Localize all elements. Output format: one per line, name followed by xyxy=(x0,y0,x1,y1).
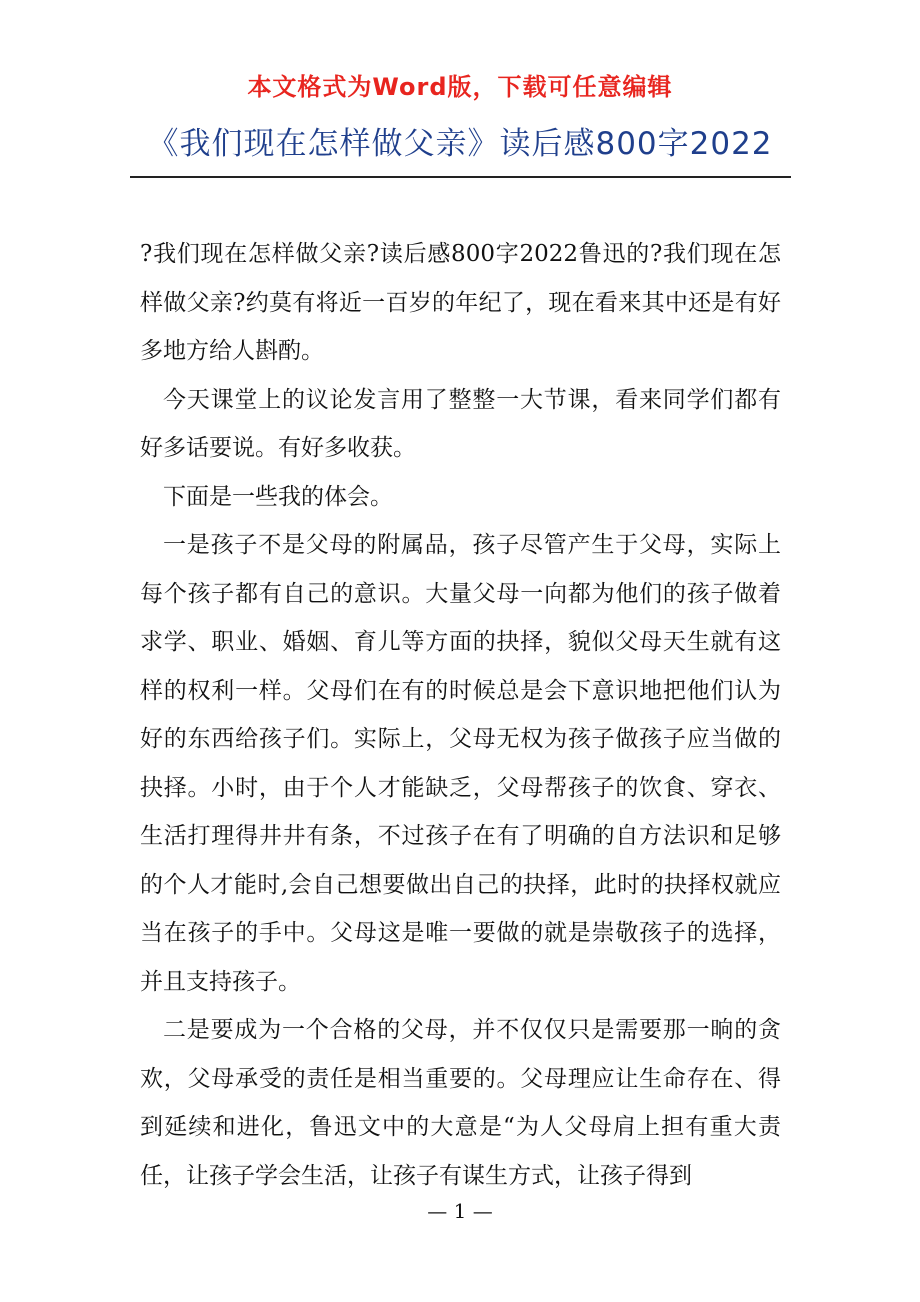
document-banner: 本文格式为Word版，下载可任意编辑 xyxy=(247,73,673,101)
paragraph-class-discussion: 今天课堂上的议论发言用了整整一大节课，看来同学们都有好多话要说。有好多收获。 xyxy=(140,386,781,461)
page-number: — 1 — xyxy=(427,1199,493,1223)
paragraph-intro: ?我们现在怎样做父亲?读后感800字2022鲁迅的?我们现在怎样做父亲?约莫有将近一百岁的年纪了，现在看来其中还是有好多地方给人斟酌。 xyxy=(140,241,781,364)
title-divider xyxy=(130,176,791,178)
document-body xyxy=(140,230,781,1200)
paragraph-point-two: 二是要成为一个合格的父母，并不仅仅只是需要那一晌的贪欢，父母承受的责任是相当重要的。父母理应让生命存在、得到延续和进化，鲁迅文中的大意是“为人父母肩上担有重大责任，让孩子学会生活，让孩子有谋生方式，让孩子得到 xyxy=(140,1017,781,1189)
paragraph-point-one: 一是孩子不是父母的附属品，孩子尽管产生于父母，实际上每个孩子都有自己的意识。大量父母一向都为他们的孩子做着求学、职业、婚姻、育儿等方面的抉择，貌似父母天生就有这样的权利一样。父母们在有的时候总是会下意识地把他们认为好的东西给孩子们。实际上，父母无权为孩子做孩子应当做的抉择。小时，由于个人才能缺乏，父母帮孩子的饮食、穿衣、生活打理得井井有条，不过孩子在有了明确的自方法识和足够的个人才能时,会自己想要做出自己的抉择，此时的抉择权就应当在孩子的手中。父母这是唯一要做的就是崇敬孩子的选择，并且支持孩子。 xyxy=(140,532,781,995)
paragraph-reflection-intro: 下面是一些我的体会。 xyxy=(163,483,393,510)
document-title: 《我们现在怎样做父亲》读后感800字2022 xyxy=(147,126,773,162)
